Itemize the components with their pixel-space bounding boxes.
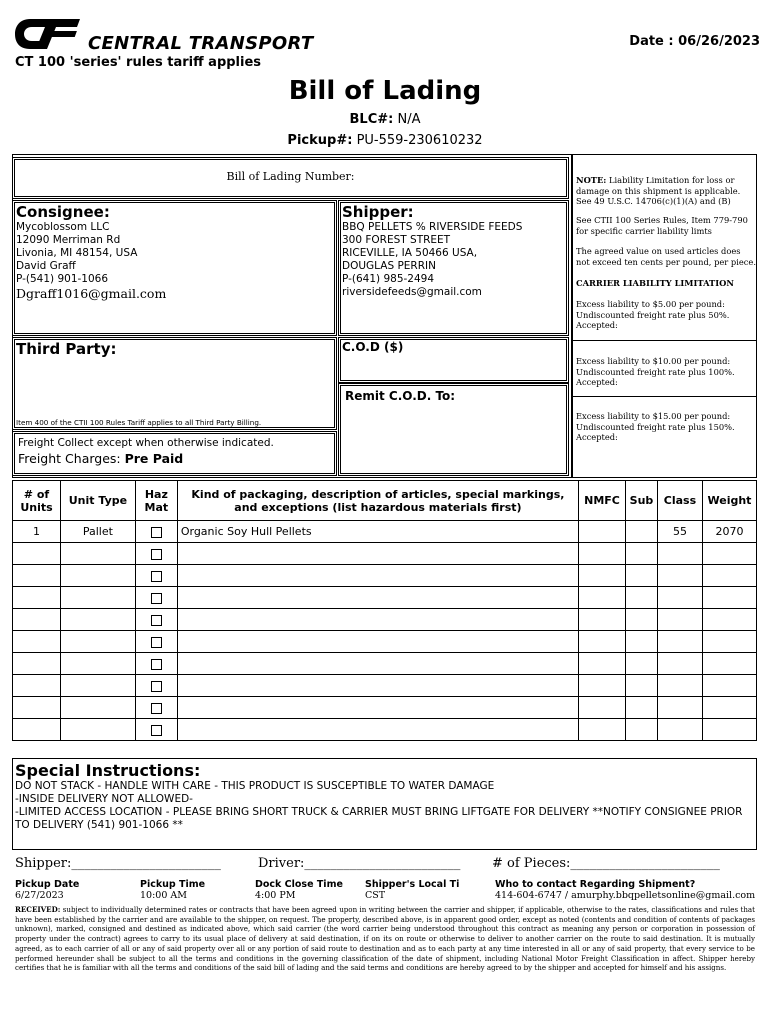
- freight-collect-note: Freight Collect except when otherwise indicated.: [18, 437, 274, 449]
- carrier-liability-heading: CARRIER LIABILITY LIMITATION: [576, 278, 734, 288]
- cell-description: [177, 543, 578, 565]
- bol-number-label: Bill of Lading Number:: [226, 170, 355, 183]
- cell-weight: [702, 565, 756, 587]
- special-instruction-line: DO NOT STACK - HANDLE WITH CARE - THIS PRODUCT IS SUSCEPTIBLE TO WATER DAMAGE: [15, 780, 495, 792]
- cell-sub: [625, 653, 657, 675]
- cell-haz-mat: [135, 719, 177, 741]
- shipment-contact-value: 414-604-6747 / amurphy.bbqpelletsonline@gmail.com: [495, 890, 756, 901]
- cell-unit-type: [60, 631, 135, 653]
- cell-nmfc: [579, 587, 626, 609]
- driver-signature-line[interactable]: Driver:________________________: [258, 856, 461, 871]
- consignee-city: Livonia, MI 48154, USA: [16, 247, 138, 259]
- cell-class: [657, 587, 702, 609]
- freight-charges-label: Freight Charges:: [18, 451, 121, 466]
- cell-sub: [625, 631, 657, 653]
- cell-weight: [702, 697, 756, 719]
- pickup-time-label: Pickup Time: [140, 879, 206, 890]
- special-instructions-heading: Special Instructions:: [15, 761, 201, 780]
- rules-note: See CTII 100 Series Rules, Item 779-790 for specific carrier liability limts: [576, 215, 748, 236]
- table-row: [13, 719, 757, 741]
- pickup-label: Pickup#:: [287, 133, 353, 148]
- items-table: [12, 480, 757, 741]
- col-nmfc: NMFC: [579, 481, 626, 521]
- note-label: NOTE:: [576, 175, 607, 185]
- cell-class: [657, 631, 702, 653]
- remit-cod-heading: Remit C.O.D. To:: [345, 389, 456, 403]
- cell-haz-mat: [135, 631, 177, 653]
- third-party-heading: Third Party:: [16, 340, 117, 358]
- cell-sub: [625, 565, 657, 587]
- cell-weight: [702, 587, 756, 609]
- col-haz-mat: Haz Mat: [135, 481, 177, 521]
- cell-weight: [702, 719, 756, 741]
- consignee-heading: Consignee:: [16, 203, 110, 221]
- cell-unit-type: [60, 609, 135, 631]
- cell-class: [657, 653, 702, 675]
- hazmat-checkbox[interactable]: [151, 527, 162, 538]
- cell-description: [177, 609, 578, 631]
- cell-sub: [625, 609, 657, 631]
- pickup-line: [0, 133, 770, 148]
- hazmat-checkbox[interactable]: [151, 593, 162, 604]
- consignee-name: Mycoblossom LLC: [16, 221, 110, 233]
- table-row: [13, 675, 757, 697]
- cell-units: [13, 609, 61, 631]
- liability-tier-1: Excess liability to $5.00 per pound: Undiscounted freight rate plus 50%. Accepted:: [576, 299, 730, 330]
- special-instruction-line: -LIMITED ACCESS LOCATION - PLEASE BRING SHORT TRUCK & CARRIER MUST BRING LIFTGATE FOR DELIVERY **NOTIFY CONSIGNEE PRIOR: [15, 806, 743, 818]
- table-row: [13, 565, 757, 587]
- cell-description: [177, 653, 578, 675]
- liability-tier-3: Excess liability to $15.00 per pound: Undiscounted freight rate plus 150%. Accepted:: [576, 411, 735, 442]
- cell-description: Organic Soy Hull Pellets: [177, 521, 578, 543]
- cell-haz-mat: [135, 653, 177, 675]
- cell-description: [177, 587, 578, 609]
- shipper-name: BBQ PELLETS % RIVERSIDE FEEDS: [342, 221, 523, 233]
- col-class: Class: [657, 481, 702, 521]
- shipment-contact-label: Who to contact Regarding Shipment?: [495, 879, 696, 890]
- shipper-phone: P-(641) 985-2494: [342, 273, 435, 285]
- cell-unit-type: [60, 565, 135, 587]
- pickup-date-label: Pickup Date: [15, 879, 80, 890]
- hazmat-checkbox[interactable]: [151, 637, 162, 648]
- cell-haz-mat: [135, 697, 177, 719]
- blc-label: BLC#:: [349, 112, 394, 127]
- freight-charges-value: Pre Paid: [124, 451, 184, 466]
- cell-unit-type: [60, 543, 135, 565]
- company-name: CENTRAL TRANSPORT: [88, 33, 314, 54]
- cell-class: 55: [657, 521, 702, 543]
- cell-description: [177, 565, 578, 587]
- consignee-address: [16, 221, 166, 302]
- col-units: # of Units: [13, 481, 61, 521]
- col-sub: Sub: [625, 481, 657, 521]
- cell-sub: [625, 697, 657, 719]
- cell-haz-mat: [135, 675, 177, 697]
- col-weight: Weight: [702, 481, 756, 521]
- shipper-street: 300 FOREST STREET: [342, 234, 451, 246]
- pickup-value: PU-559-230610232: [356, 133, 483, 148]
- cell-weight: [702, 675, 756, 697]
- cell-nmfc: [579, 719, 626, 741]
- note-text: Liability Limitation for loss or damage on this shipment is applicable. See 49 U.S.C. 14706(c)(1)(A) and (B): [576, 175, 741, 206]
- cell-units: [13, 565, 61, 587]
- cell-class: [657, 609, 702, 631]
- pieces-line[interactable]: # of Pieces:_______________________: [492, 856, 720, 871]
- dock-close-label: Dock Close Time: [255, 879, 343, 890]
- pickup-date-value: 6/27/2023: [15, 890, 64, 901]
- cell-description: [177, 697, 578, 719]
- cell-description: [177, 719, 578, 741]
- received-label: RECEIVED:: [15, 905, 61, 914]
- cell-unit-type: Pallet: [60, 521, 135, 543]
- cell-nmfc: [579, 653, 626, 675]
- consignee-contact: David Graff: [16, 260, 76, 272]
- received-text: subject to individually determined rates or contracts that have been agreed upon in writing between the carrier and shipper, if applicable, otherwise to the rates, classifications and rules that have been established by the carrier and are available to the shipper, on request. The property, described above, is in apparent good order, except as noted (contents and condition of contents of packages unknown), marked, consigned and destined as indicated above, which said carrier (the word carrier being understood throughout this contract as meaning any person or corporation in possession of property under the contract) agrees to carry to its usual place of delivery at said destination, if on its on route or otherwise to deliver to another carrier on the route to said destination. It is mutually agreed, as to each carrier of all or any of said property over all or any portion of said route to destination and as to each party at any time interested in all or any of said property, that every service to be performed hereunder shall be subject to all the terms and conditions in the governing classification of the date of shipment, including National Motor Freight Classification in affect. Shipper hereby certifies that he is familiar with all the terms and conditions of the said bill of lading and the said terms and conditions are hereby agreed to by the shipper and accepted for himself and his assigns.: [15, 905, 755, 973]
- hazmat-checkbox[interactable]: [151, 659, 162, 670]
- cell-haz-mat: [135, 521, 177, 543]
- table-row: [13, 631, 757, 653]
- third-party-note: Item 400 of the CTII 100 Rules Tariff applies to all Third Party Billing.: [16, 418, 262, 427]
- table-row: [13, 543, 757, 565]
- cell-weight: [702, 631, 756, 653]
- cell-unit-type: [60, 719, 135, 741]
- cell-sub: [625, 675, 657, 697]
- cell-weight: [702, 609, 756, 631]
- dock-close-value: 4:00 PM: [255, 890, 296, 901]
- cell-nmfc: [579, 675, 626, 697]
- cod-heading: C.O.D ($): [342, 340, 404, 354]
- cell-unit-type: [60, 653, 135, 675]
- cell-sub: [625, 521, 657, 543]
- hazmat-checkbox[interactable]: [151, 681, 162, 692]
- pickup-time-value: 10:00 AM: [140, 890, 187, 901]
- shipper-timezone-label: Shipper's Local Ti: [365, 879, 460, 890]
- cell-haz-mat: [135, 587, 177, 609]
- hazmat-checkbox[interactable]: [151, 725, 162, 736]
- cell-class: [657, 543, 702, 565]
- cell-haz-mat: [135, 543, 177, 565]
- agreed-value-note: The agreed value on used articles does not exceed ten cents per pound, per piece.: [576, 246, 756, 267]
- cell-weight: [702, 543, 756, 565]
- cell-nmfc: [579, 631, 626, 653]
- cell-units: 1: [13, 521, 61, 543]
- date-line: [600, 34, 760, 49]
- cell-class: [657, 719, 702, 741]
- table-row: [13, 587, 757, 609]
- col-description: Kind of packaging, description of articles, special markings, and exceptions (list hazardous materials first): [177, 481, 578, 521]
- shipper-signature-line[interactable]: Shipper:_______________________: [15, 856, 221, 871]
- liability-tier-2: Excess liability to $10.00 per pound: Undiscounted freight rate plus 100%. Accepted:: [576, 356, 735, 387]
- shipper-city: RICEVILLE, IA 50466 USA,: [342, 247, 478, 259]
- cell-sub: [625, 587, 657, 609]
- central-transport-logo: [14, 17, 84, 51]
- cell-haz-mat: [135, 609, 177, 631]
- cell-weight: 2070: [702, 521, 756, 543]
- cell-sub: [625, 543, 657, 565]
- cell-nmfc: [579, 543, 626, 565]
- special-instruction-line: -INSIDE DELIVERY NOT ALLOWED-: [15, 793, 193, 805]
- consignee-phone: P-(541) 901-1066: [16, 273, 109, 285]
- consignee-email: Dgraff1016@gmail.com: [16, 286, 167, 301]
- liability-note: [576, 175, 756, 207]
- cell-nmfc: [579, 565, 626, 587]
- shipper-address: [342, 221, 522, 299]
- cell-units: [13, 631, 61, 653]
- table-row: [13, 521, 757, 543]
- cell-units: [13, 675, 61, 697]
- cell-class: [657, 697, 702, 719]
- cell-units: [13, 697, 61, 719]
- hazmat-checkbox[interactable]: [151, 549, 162, 560]
- cell-unit-type: [60, 697, 135, 719]
- cell-nmfc: [579, 609, 626, 631]
- hazmat-checkbox[interactable]: [151, 703, 162, 714]
- cell-class: [657, 565, 702, 587]
- cell-unit-type: [60, 587, 135, 609]
- table-row: [13, 609, 757, 631]
- tier-separator-1: [573, 340, 756, 341]
- date-value: 06/26/2023: [678, 34, 760, 49]
- table-header-row: [13, 481, 757, 521]
- blc-line: [0, 112, 770, 127]
- cell-nmfc: [579, 697, 626, 719]
- shipper-contact: DOUGLAS PERRIN: [342, 260, 436, 272]
- page-title: Bill of Lading: [288, 76, 482, 106]
- cell-units: [13, 543, 61, 565]
- cell-description: [177, 631, 578, 653]
- received-terms: [15, 905, 755, 973]
- cell-weight: [702, 653, 756, 675]
- cell-class: [657, 675, 702, 697]
- blc-value: N/A: [397, 112, 421, 127]
- cell-description: [177, 675, 578, 697]
- table-row: [13, 697, 757, 719]
- date-label: Date :: [629, 34, 674, 49]
- shipper-heading: Shipper:: [342, 203, 414, 221]
- cell-unit-type: [60, 675, 135, 697]
- hazmat-checkbox[interactable]: [151, 615, 162, 626]
- tariff-note: CT 100 'series' rules tariff applies: [15, 55, 262, 70]
- cell-sub: [625, 719, 657, 741]
- cell-haz-mat: [135, 565, 177, 587]
- freight-charges: [18, 451, 183, 466]
- special-instruction-line: TO DELIVERY (541) 901-1066 **: [15, 819, 183, 831]
- cell-units: [13, 653, 61, 675]
- cell-nmfc: [579, 521, 626, 543]
- col-unit-type: Unit Type: [60, 481, 135, 521]
- cell-units: [13, 719, 61, 741]
- tier-separator-2: [573, 396, 756, 397]
- shipper-timezone-value: CST: [365, 890, 386, 901]
- consignee-street: 12090 Merriman Rd: [16, 234, 121, 246]
- table-row: [13, 653, 757, 675]
- cell-units: [13, 587, 61, 609]
- hazmat-checkbox[interactable]: [151, 571, 162, 582]
- shipper-email: riversidefeeds@gmail.com: [342, 286, 482, 298]
